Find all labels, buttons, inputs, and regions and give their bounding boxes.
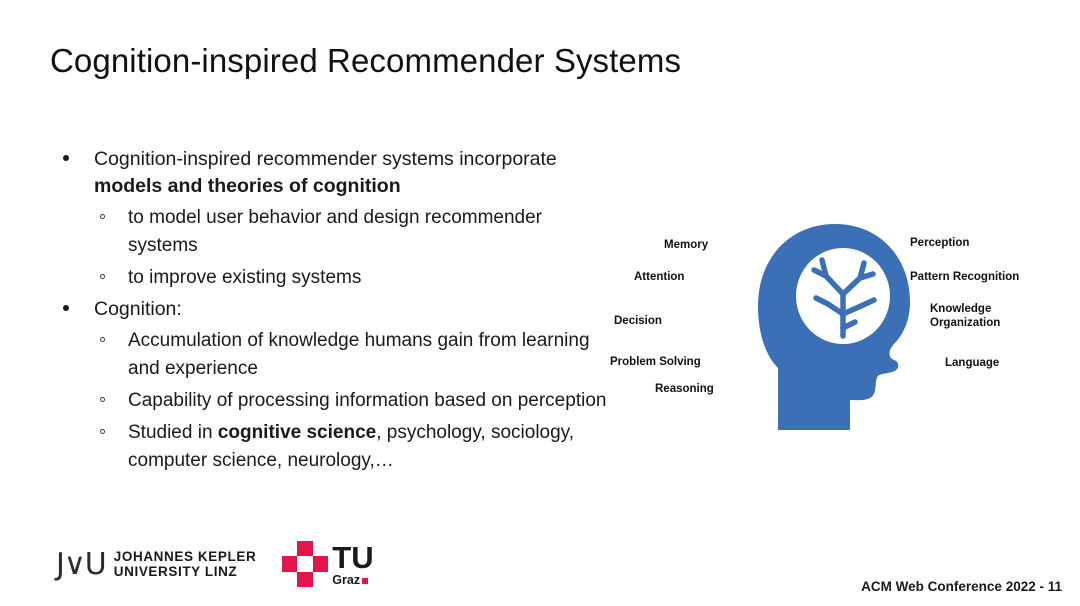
sub-bullet-text-1-2-part-1: cognitive science [217,422,377,443]
tu-graz-text [332,539,374,587]
sub-bullet-text-1-2 [128,422,574,471]
jku-logo-line1: JOHANNES KEPLER [113,549,257,564]
slide-body [54,146,614,479]
graz-square-icon [362,578,368,584]
figure-label-attention: Attention [634,271,685,283]
figure-label-pattern-recognition: Pattern Recognition [910,271,1020,283]
bullet-text-0 [94,148,557,197]
figure-label-organization: Organization [930,317,1001,329]
jku-logo [56,547,256,582]
figure-label-memory: Memory [664,239,709,251]
tu-cross-icon [282,541,328,587]
sub-bullet-text-1-0: Accumulation of knowledge humans gain from learning and experience [128,330,590,379]
bullet-circle-icon [100,274,105,279]
list-item [54,146,614,292]
sub-bullet-text-0-1: to improve existing systems [128,267,362,288]
jku-logo-text [114,549,257,579]
footer-logos [56,536,374,592]
list-item [94,387,614,415]
footer-conference-label: ACM Web Conference 2022 - 11 [861,579,1062,594]
figure-label-language: Language [945,357,1000,369]
list-item [94,419,614,475]
bullet-list [54,146,614,475]
bullet-dot-icon [63,305,69,311]
bullet-text-0-part-0: Cognition-inspired recommender systems incorporate [94,148,557,170]
page-title: Cognition-inspired Recommender Systems [50,42,682,79]
list-item [94,204,614,260]
bullet-circle-icon [100,429,105,434]
figure-label-reasoning: Reasoning [655,383,714,395]
figure-label-knowledge: Knowledge [930,303,992,315]
graz-label: Graz [332,572,361,587]
graz-label-wrap [332,574,373,587]
bullet-dot-icon [63,155,69,161]
tu-graz-logo [282,541,373,587]
figure-label-problem-solving: Problem Solving [610,356,701,368]
tu-label: TU [332,539,374,575]
bullet-text-0-part-1: models and theories of cognition [94,175,401,197]
head-brain-svg [740,218,930,438]
sub-bullet-list-0 [94,204,614,292]
figure-label-perception: Perception [910,237,970,249]
bullet-circle-icon [100,214,105,219]
list-item [54,296,614,475]
sub-bullet-text-1-2-part-2: , psychology, sociology, computer science, neurology,… [128,422,575,471]
bullet-text-1: Cognition: [94,298,182,320]
jku-logo-line2: UNIVERSITY LINZ [113,564,238,579]
head-silhouette-icon [740,218,930,438]
bullet-circle-icon [100,397,105,402]
sub-bullet-list-1 [94,327,614,475]
list-item [94,264,614,292]
bullet-circle-icon [100,337,105,342]
figure-label-decision: Decision [614,315,662,327]
jku-logo-mark: J∨U [56,546,106,582]
tu-cross-notch [297,556,313,572]
sub-bullet-text-0-0: to model user behavior and design recommender systems [128,207,543,256]
sub-bullet-text-1-2-part-0: Studied in [128,422,218,443]
brain-head-diagram [600,210,1060,460]
list-item [94,327,614,383]
sub-bullet-text-1-1: Capability of processing information based on perception [128,390,607,411]
